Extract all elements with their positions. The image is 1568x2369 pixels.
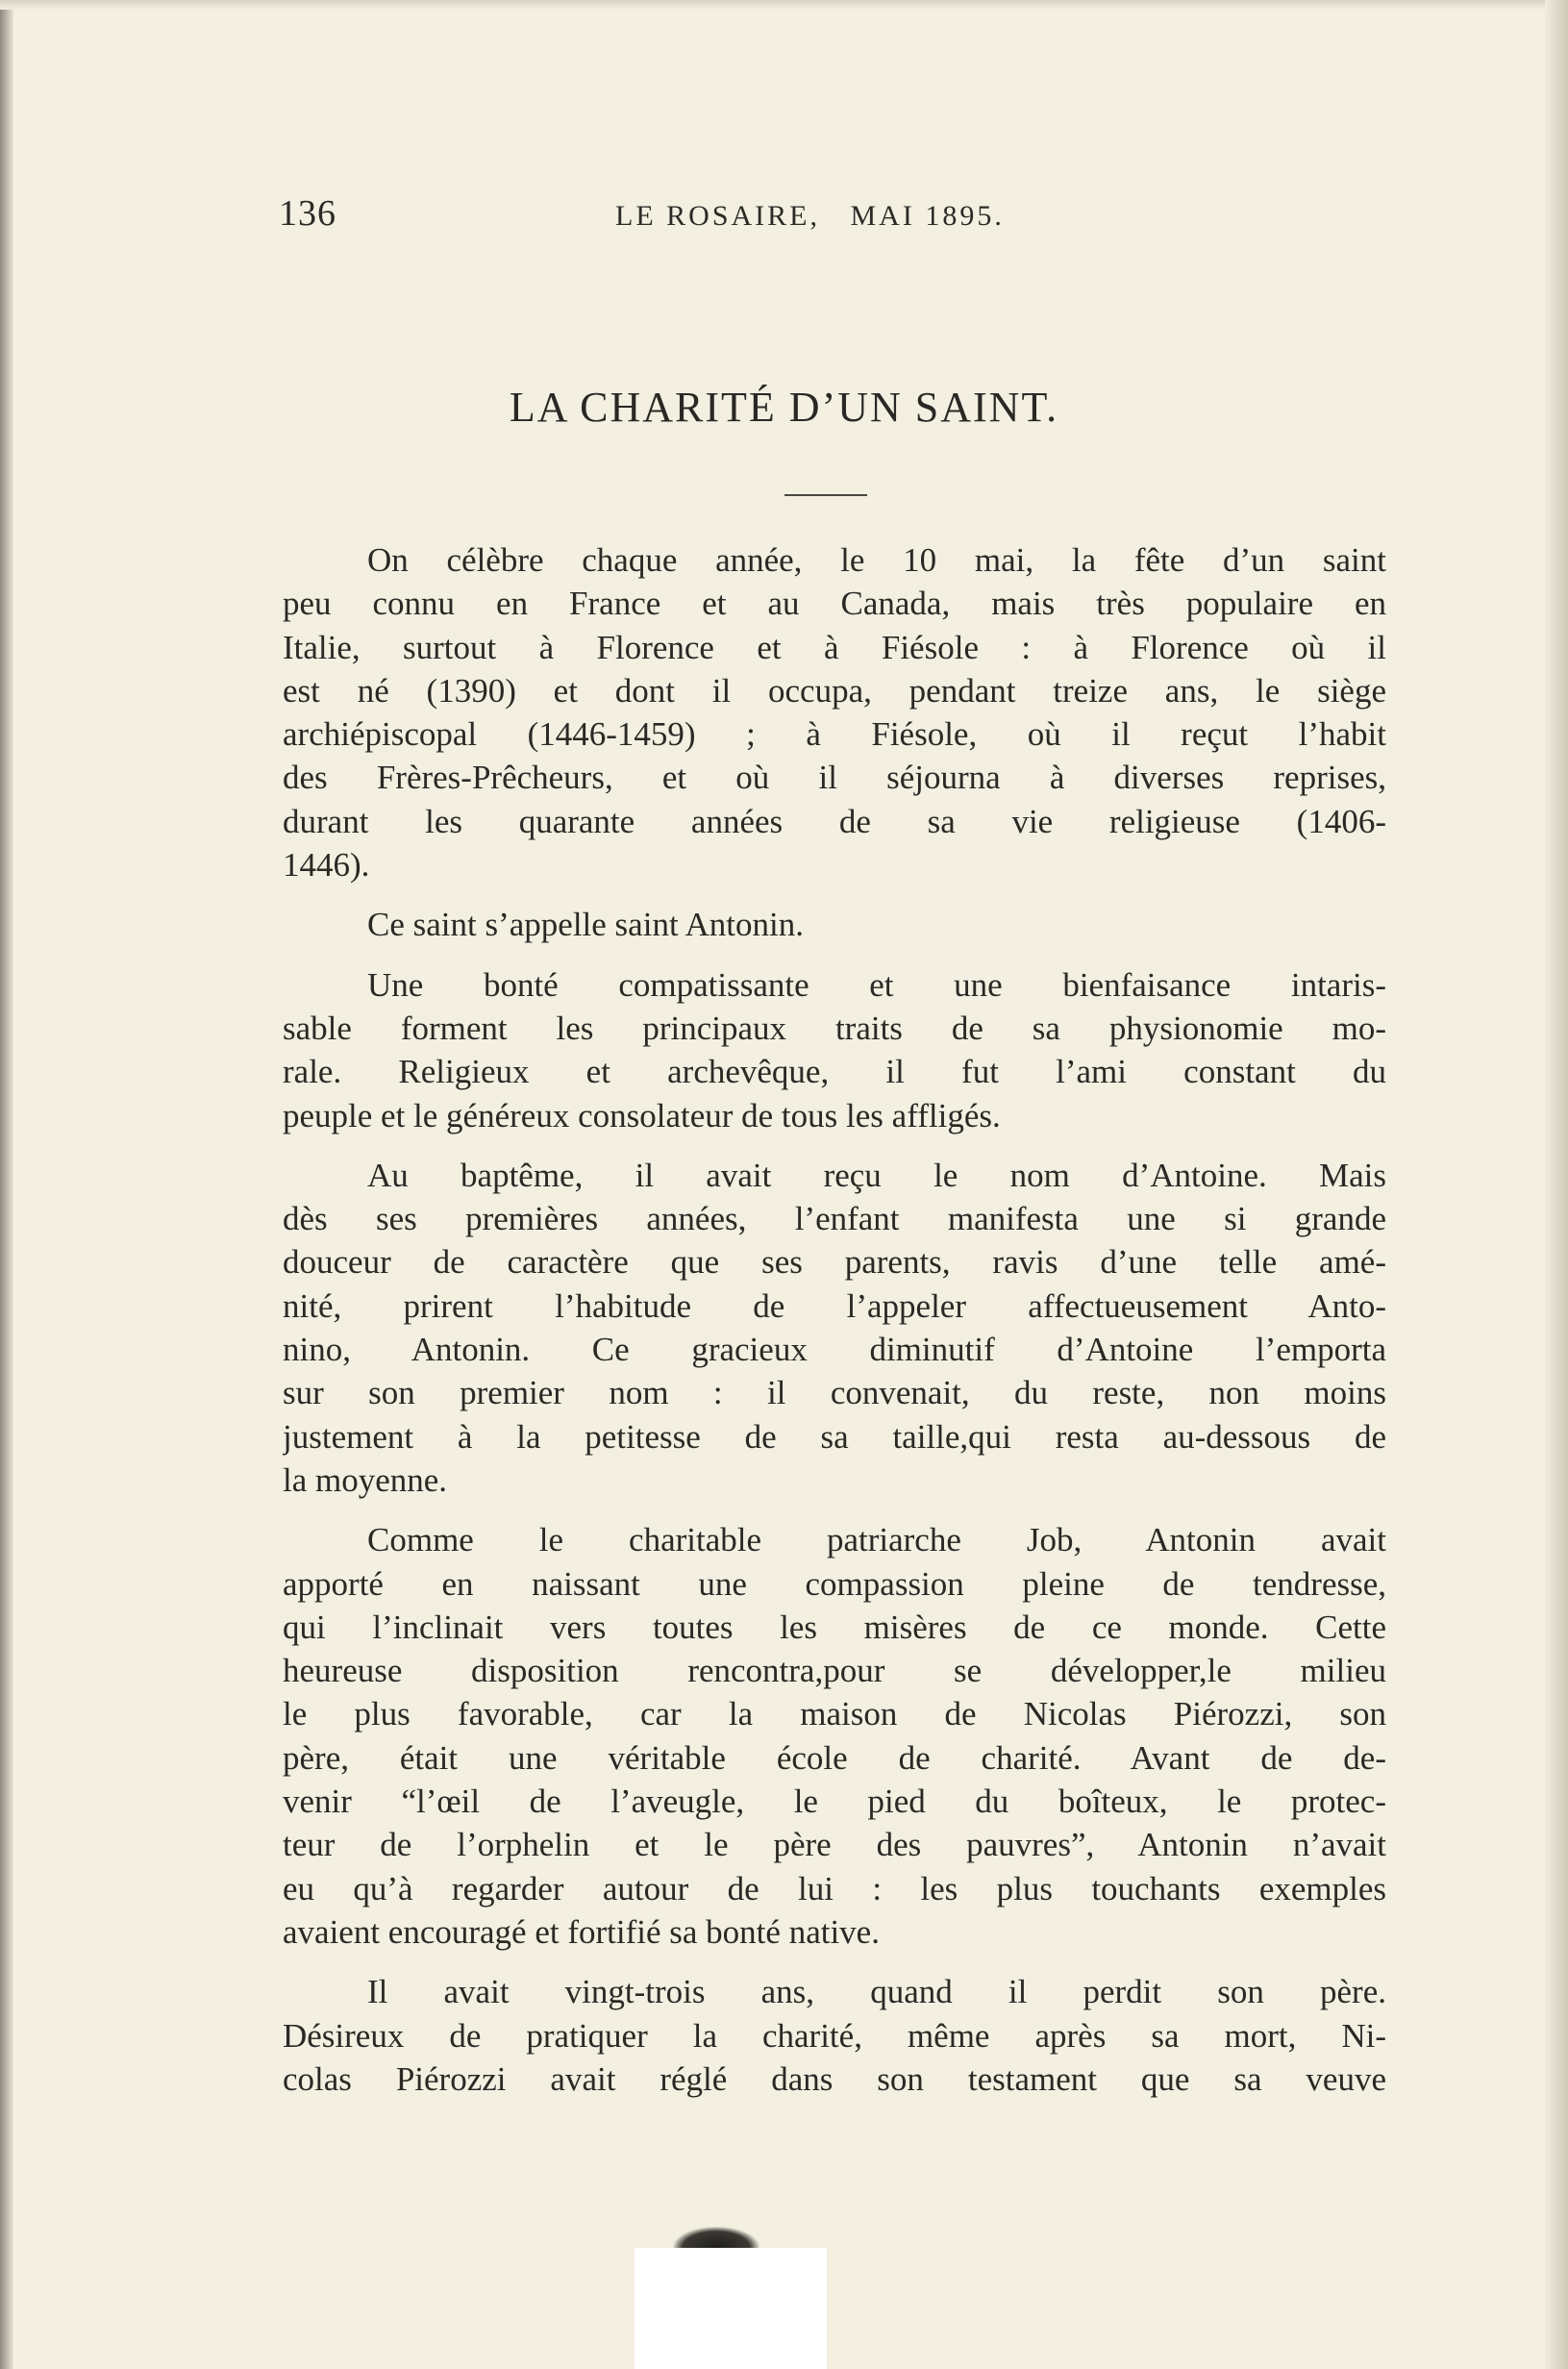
- title-rule: [784, 494, 867, 496]
- text-line: venir “l’œil de l’aveugle, le pied du boîteux, le protec-: [283, 1783, 1386, 1821]
- text-line: 1446).: [283, 846, 370, 885]
- text-line: peu connu en France et au Canada, mais très populaire en: [283, 585, 1386, 623]
- text-line: nino, Antonin. Ce gracieux diminutif d’Antoine l’emporta: [283, 1331, 1386, 1369]
- text-line: Une bonté compatissante et une bienfaisance intaris-: [367, 965, 1386, 1004]
- text-line: apporté en naissant une compassion pleine de tendresse,: [283, 1564, 1386, 1603]
- text-line: teur de l’orphelin et le père des pauvres”, Antonin n’avait: [283, 1826, 1386, 1864]
- text-line: Comme le charitable patriarche Job, Antonin avait: [367, 1521, 1386, 1559]
- text-line: Au baptême, il avait reçu le nom d’Antoine. Mais: [367, 1156, 1386, 1194]
- text-line: justement à la petitesse de sa taille,qui resta au-dessous de: [283, 1417, 1386, 1456]
- paragraph: [283, 1970, 1386, 2101]
- text-line: Italie, surtout à Florence et à Fiésole : à Florence où il: [283, 628, 1386, 666]
- paragraph: [283, 538, 1386, 886]
- text-line: Il avait vingt-trois ans, quand il perdit son père.: [367, 1973, 1386, 2011]
- text-line: dès ses premières années, l’enfant manifesta une si grande: [283, 1200, 1386, 1238]
- text-line: qui l’inclinait vers toutes les misères de ce monde. Cette: [283, 1608, 1386, 1646]
- text-line: colas Piérozzi avait réglé dans son testament que sa veuve: [283, 2059, 1386, 2098]
- page-number: 136: [279, 193, 336, 234]
- page-spine-shadow: [0, 0, 13, 2369]
- text-line: des Frères-Prêcheurs, et où il séjourna à diverses reprises,: [283, 759, 1386, 797]
- paragraph: [283, 903, 1386, 946]
- journal-title: LE ROSAIRE, MAI 1895.: [615, 200, 1005, 232]
- scan-strip: [635, 2248, 827, 2369]
- article-title: LA CHARITÉ D’UN SAINT.: [509, 384, 1059, 431]
- text-line: douceur de caractère que ses parents, ravis d’une telle amé-: [283, 1243, 1386, 1282]
- text-line: le plus favorable, car la maison de Nicolas Piérozzi, son: [283, 1695, 1386, 1733]
- paragraph: [283, 963, 1386, 1137]
- page-right-edge: [1545, 0, 1568, 2369]
- text-line: peuple et le généreux consolateur de tous les affligés.: [283, 1096, 1001, 1135]
- article-body: [283, 538, 1386, 2117]
- text-line: durant les quarante années de sa vie religieuse (1406-: [283, 802, 1386, 840]
- page-top-edge: [0, 0, 1568, 10]
- text-line: est né (1390) et dont il occupa, pendant treize ans, le siège: [283, 671, 1386, 710]
- text-line: sable forment les principaux traits de sa physionomie mo-: [283, 1009, 1386, 1047]
- text-line: heureuse disposition rencontra,pour se développer,le milieu: [283, 1652, 1386, 1690]
- printer-mark: [673, 2227, 759, 2248]
- text-line: avaient encouragé et fortifié sa bonté native.: [283, 1912, 880, 1951]
- text-line: eu qu’à regarder autour de lui : les plus touchants exemples: [283, 1869, 1386, 1908]
- paragraph: [283, 1154, 1386, 1502]
- paragraph: [283, 1518, 1386, 1954]
- text-line: Désireux de pratiquer la charité, même après sa mort, Ni-: [283, 2016, 1386, 2055]
- text-line: archiépiscopal (1446-1459) ; à Fiésole, où il reçut l’habit: [283, 715, 1386, 754]
- running-head: [279, 192, 1144, 250]
- text-line: père, était une véritable école de charité. Avant de de-: [283, 1738, 1386, 1777]
- text-line: la moyenne.: [283, 1460, 448, 1499]
- text-line: sur son premier nom : il convenait, du reste, non moins: [283, 1374, 1386, 1412]
- text-line: nité, prirent l’habitude de l’appeler affectueusement Anto-: [283, 1286, 1386, 1325]
- text-line: On célèbre chaque année, le 10 mai, la fête d’un saint: [367, 541, 1386, 579]
- text-line: Ce saint s’appelle saint Antonin.: [367, 906, 804, 944]
- text-line: rale. Religieux et archevêque, il fut l’ami constant du: [283, 1053, 1386, 1091]
